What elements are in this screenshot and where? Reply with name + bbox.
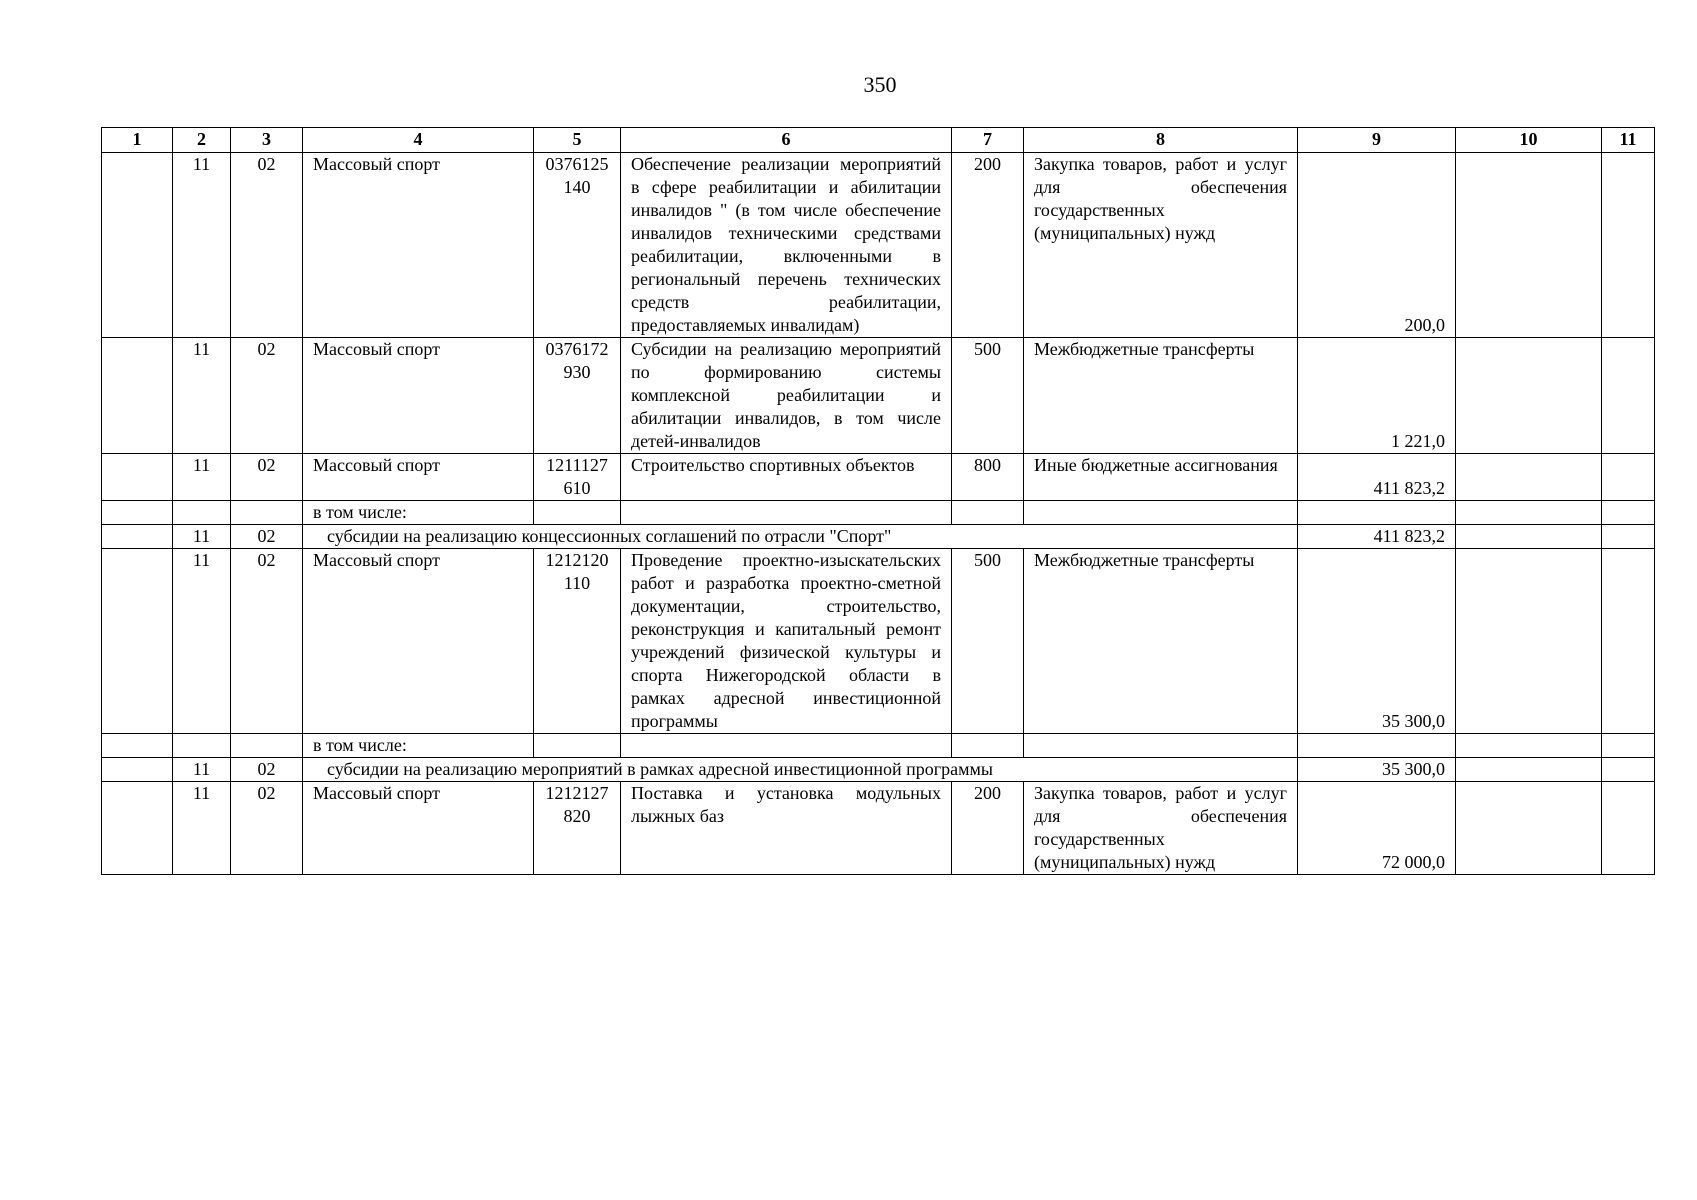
column-header: 8 <box>1024 128 1298 153</box>
cell-amount: 411 823,2 <box>1298 454 1456 501</box>
cell-amount: 35 300,0 <box>1298 758 1456 782</box>
table-row <box>102 549 1655 734</box>
cell-section: 11 <box>173 153 231 338</box>
cell-col10 <box>1456 734 1602 758</box>
cell-target-code: 1212127820 <box>534 782 621 875</box>
cell-section: 11 <box>173 338 231 454</box>
cell-expense-type: 500 <box>952 549 1024 734</box>
cell-target-code: 1211127610 <box>534 454 621 501</box>
cell-expense-type-name: Иные бюджетные ассигнования <box>1024 454 1298 501</box>
cell-subsection-name: Массовый спорт <box>303 782 534 875</box>
column-header: 6 <box>621 128 952 153</box>
note-row <box>102 501 1655 525</box>
cell-col1 <box>102 501 173 525</box>
cell-col10 <box>1456 454 1602 501</box>
cell-target-name: Субсидии на реализацию мероприятий по формированию системы комплексной реабилитации и абилитации инвалидов, в том числе детей-инвалидов <box>621 338 952 454</box>
cell-col10 <box>1456 525 1602 549</box>
cell-subsection: 02 <box>231 549 303 734</box>
header-row <box>102 128 1655 153</box>
cell-amount: 35 300,0 <box>1298 549 1456 734</box>
cell-target-name: Строительство спортивных объектов <box>621 454 952 501</box>
column-header: 3 <box>231 128 303 153</box>
cell-amount: 72 000,0 <box>1298 782 1456 875</box>
cell-expense-type-name: Закупка товаров, работ и услуг для обеспечения государственных (муниципальных) нужд <box>1024 153 1298 338</box>
cell-amount: 411 823,2 <box>1298 525 1456 549</box>
cell-target-code: 1212120110 <box>534 549 621 734</box>
cell-target-code <box>534 501 621 525</box>
cell-col1 <box>102 153 173 338</box>
cell-subsection: 02 <box>231 454 303 501</box>
cell-expense-type-name <box>1024 501 1298 525</box>
cell-expense-type-name: Закупка товаров, работ и услуг для обеспечения государственных (муниципальных) нужд <box>1024 782 1298 875</box>
cell-target-name: Поставка и установка модульных лыжных баз <box>621 782 952 875</box>
cell-section: 11 <box>173 525 231 549</box>
column-header: 5 <box>534 128 621 153</box>
cell-col11 <box>1602 734 1655 758</box>
cell-target-name: Проведение проектно-изыскательских работ и разработка проектно-сметной документации, строительство, реконструкция и капитальный ремонт учреждений физической культуры и спорта Нижегородской области в рамках адресной инвестиционной программы <box>621 549 952 734</box>
cell-section: 11 <box>173 454 231 501</box>
cell-col11 <box>1602 153 1655 338</box>
cell-section: 11 <box>173 758 231 782</box>
cell-target-code: 0376172930 <box>534 338 621 454</box>
cell-subsection <box>231 734 303 758</box>
cell-col10 <box>1456 501 1602 525</box>
cell-section: 11 <box>173 782 231 875</box>
cell-amount: 200,0 <box>1298 153 1456 338</box>
cell-col11 <box>1602 501 1655 525</box>
cell-expense-type: 200 <box>952 153 1024 338</box>
column-header: 2 <box>173 128 231 153</box>
table-row <box>102 782 1655 875</box>
cell-subsection-name: Массовый спорт <box>303 338 534 454</box>
cell-col10 <box>1456 549 1602 734</box>
cell-col1 <box>102 549 173 734</box>
cell-section: 11 <box>173 549 231 734</box>
cell-expense-type-name: Межбюджетные трансферты <box>1024 549 1298 734</box>
page-number: 350 <box>863 72 897 97</box>
cell-subsection: 02 <box>231 153 303 338</box>
cell-col1 <box>102 454 173 501</box>
cell-section <box>173 501 231 525</box>
note-label: в том числе: <box>303 734 534 758</box>
cell-expense-type <box>952 734 1024 758</box>
cell-col1 <box>102 782 173 875</box>
subsidy-description: субсидии на реализацию мероприятий в рамках адресной инвестиционной программы <box>303 758 1298 782</box>
cell-expense-type-name <box>1024 734 1298 758</box>
cell-col11 <box>1602 758 1655 782</box>
cell-section <box>173 734 231 758</box>
cell-subsection <box>231 501 303 525</box>
cell-col11 <box>1602 454 1655 501</box>
table-row <box>102 338 1655 454</box>
cell-col11 <box>1602 525 1655 549</box>
cell-amount: 1 221,0 <box>1298 338 1456 454</box>
cell-target-code: 0376125140 <box>534 153 621 338</box>
cell-target-name: Обеспечение реализации мероприятий в сфере реабилитации и абилитации инвалидов " (в том числе обеспечение инвалидов техническими средствами реабилитации, включенными в региональный перечень технических средств реабилитации, предоставляемых инвалидам) <box>621 153 952 338</box>
cell-expense-type: 200 <box>952 782 1024 875</box>
cell-col11 <box>1602 338 1655 454</box>
cell-col10 <box>1456 153 1602 338</box>
cell-col11 <box>1602 782 1655 875</box>
cell-subsection: 02 <box>231 758 303 782</box>
cell-col1 <box>102 525 173 549</box>
table-row <box>102 153 1655 338</box>
cell-expense-type-name: Межбюджетные трансферты <box>1024 338 1298 454</box>
column-header: 9 <box>1298 128 1456 153</box>
budget-table <box>101 127 1655 875</box>
cell-col11 <box>1602 549 1655 734</box>
cell-subsection: 02 <box>231 525 303 549</box>
cell-target-code <box>534 734 621 758</box>
subsidy-row <box>102 758 1655 782</box>
cell-subsection: 02 <box>231 782 303 875</box>
cell-col10 <box>1456 758 1602 782</box>
cell-expense-type: 800 <box>952 454 1024 501</box>
column-header: 4 <box>303 128 534 153</box>
cell-target-name <box>621 501 952 525</box>
cell-subsection-name: Массовый спорт <box>303 549 534 734</box>
cell-col1 <box>102 338 173 454</box>
subsidy-description: субсидии на реализацию концессионных соглашений по отрасли "Спорт" <box>303 525 1298 549</box>
note-row <box>102 734 1655 758</box>
cell-col10 <box>1456 782 1602 875</box>
column-header: 1 <box>102 128 173 153</box>
cell-amount <box>1298 734 1456 758</box>
column-header: 10 <box>1456 128 1602 153</box>
cell-subsection-name: Массовый спорт <box>303 153 534 338</box>
cell-target-name <box>621 734 952 758</box>
cell-expense-type: 500 <box>952 338 1024 454</box>
cell-col1 <box>102 734 173 758</box>
cell-col1 <box>102 758 173 782</box>
table-row <box>102 454 1655 501</box>
cell-expense-type <box>952 501 1024 525</box>
cell-amount <box>1298 501 1456 525</box>
cell-subsection: 02 <box>231 338 303 454</box>
cell-col10 <box>1456 338 1602 454</box>
subsidy-row <box>102 525 1655 549</box>
column-header: 7 <box>952 128 1024 153</box>
column-header: 11 <box>1602 128 1655 153</box>
cell-subsection-name: Массовый спорт <box>303 454 534 501</box>
note-label: в том числе: <box>303 501 534 525</box>
